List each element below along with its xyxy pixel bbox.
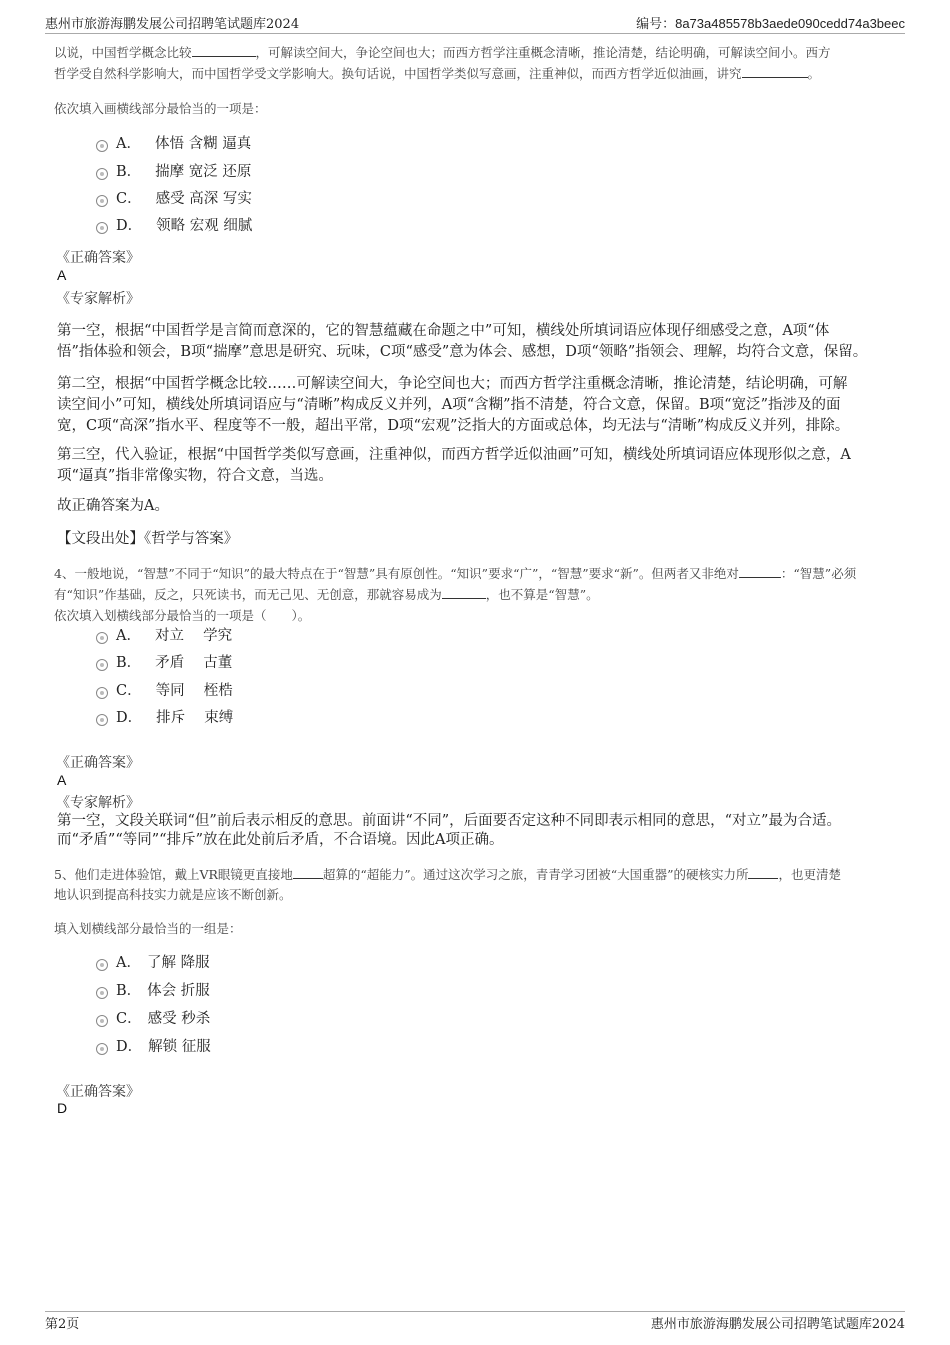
q4-instruction: 依次填入划横线部分最恰当的一项是（ ）。: [54, 608, 311, 623]
q3-option-b[interactable]: [96, 162, 251, 182]
q4-stem-text: ，也不算是“智慧”。: [485, 587, 599, 602]
q4-analysis-line: 第一空，文段关联词“但”前后表示相反的意思。前面讲“不同”，后面要否定这种不同即表示相同的意思，“对立”最为合适。: [57, 813, 841, 829]
q3-option-a[interactable]: [96, 134, 251, 154]
radio-icon[interactable]: [96, 987, 108, 999]
option-label: A．: [116, 955, 141, 971]
q5-stem-text: 5、他们走进体验馆，戴上VR眼镜更直接地: [54, 867, 293, 882]
q3-option-d[interactable]: [96, 216, 252, 236]
q3-analysis-line: 第二空，根据“中国哲学概念比较……可解读空间大，争论空间也大；而西方哲学注重概念清晰，推论清楚，结论明确，可解: [57, 376, 848, 392]
q5-stem-line1: [54, 864, 841, 885]
option-text: 对立 学究: [154, 628, 233, 644]
header-divider: [45, 33, 905, 34]
q3-answer: A: [57, 267, 67, 283]
document-code: [636, 13, 905, 32]
option-text: 揣摩 宽泛 还原: [155, 164, 252, 180]
option-text: 体悟 含糊 逼真: [154, 136, 252, 152]
q5-answer-heading: 《正确答案》: [56, 1084, 140, 1100]
q5-stem-text: ，也更清楚: [778, 867, 841, 882]
q3-instruction: 依次填入画横线部分最恰当的一项是：: [54, 101, 267, 116]
q3-conclusion: 故正确答案为A。: [57, 498, 169, 514]
q4-stem-text: 4、一般地说，“智慧”不同于“知识”的最大特点在于“智慧”具有原创性。“知识”要求“广”，“智慧”要求“新”。但两者又非绝对: [54, 566, 739, 581]
radio-icon[interactable]: [96, 195, 108, 207]
q4-answer: A: [57, 772, 67, 788]
document-code-value: 8a73a485578b3aede090cedd74a3beec: [675, 16, 905, 31]
q5-stem-line2: 地认识到提高科技实力就是应该不断创新。: [54, 887, 292, 902]
q5-answer: D: [57, 1100, 68, 1116]
option-label: D．: [116, 710, 143, 726]
q3-stem-line2: [54, 63, 820, 84]
q5-blank-1: [293, 877, 323, 879]
radio-icon[interactable]: [96, 659, 108, 671]
q4-blank-1: [739, 576, 781, 578]
option-label: B．: [116, 164, 142, 180]
option-label: A．: [116, 628, 141, 644]
q4-option-c[interactable]: [96, 681, 233, 701]
option-text: 矛盾 古董: [155, 655, 233, 671]
q4-stem-text: ：“智慧”必须: [780, 566, 857, 581]
q4-stem-text: 有“知识”作基础，反之，只死读书，而无己见、无创意，那就容易成为: [54, 587, 442, 602]
q3-source: 【文段出处】《哲学与答案》: [57, 531, 239, 547]
radio-icon[interactable]: [96, 1043, 108, 1055]
q3-analysis-line: 第一空，根据“中国哲学是言简而意深的，它的智慧蕴藏在命题之中”可知，横线处所填词语应体现仔细感受之意，A项“体: [57, 323, 830, 339]
radio-icon[interactable]: [96, 1015, 108, 1027]
q4-option-d[interactable]: [96, 708, 233, 728]
option-label: C．: [116, 191, 142, 207]
radio-icon[interactable]: [96, 140, 108, 152]
q3-analysis-line: 项“逼真”指非常像实物，符合文意，当选。: [57, 468, 333, 484]
q4-analysis-heading: 《专家解析》: [56, 795, 140, 811]
option-label: D．: [116, 218, 143, 234]
q3-analysis-line: 宽，C项“高深”指水平、程度等不一般，超出平常，D项“宏观”泛指大的方面或总体，均无法与“清晰”构成反义并列，排除。: [57, 418, 850, 434]
q3-analysis-heading: 《专家解析》: [56, 291, 140, 307]
q4-option-a[interactable]: [96, 626, 232, 646]
q4-option-b[interactable]: [96, 653, 232, 673]
option-text: 解锁 征服: [148, 1039, 211, 1055]
option-label: C．: [116, 1011, 142, 1027]
q4-analysis-line: 而“矛盾”“等同”“排斥”放在此处前后矛盾，不合语境。因此A项正确。: [57, 832, 504, 848]
q3-stem-text: 以说，中国哲学概念比较: [54, 45, 192, 60]
radio-icon[interactable]: [96, 714, 108, 726]
q3-analysis-line: 悟”指体验和领会，B项“揣摩”意思是研究、玩味，C项“感受”意为体会、感想，D项“领略”指领会、理解，均符合文意，保留。: [57, 344, 868, 360]
option-label: D．: [116, 1039, 143, 1055]
option-label: C．: [116, 683, 142, 699]
document-code-label: 编号：: [636, 17, 676, 32]
radio-icon[interactable]: [96, 687, 108, 699]
q4-blank-2: [442, 597, 486, 599]
q5-option-a[interactable]: [96, 953, 210, 973]
footer-divider: [45, 1311, 905, 1312]
q3-stem-text: 。: [807, 66, 821, 81]
radio-icon[interactable]: [96, 959, 108, 971]
option-text: 领略 宏观 细腻: [156, 218, 253, 234]
option-text: 了解 降服: [146, 955, 210, 971]
q5-option-b[interactable]: [96, 981, 210, 1001]
footer-title: 惠州市旅游海鹏发展公司招聘笔试题库2024: [650, 1317, 905, 1332]
q5-instruction: 填入划横线部分最恰当的一组是：: [54, 921, 242, 936]
page-number: 第2页: [45, 1317, 80, 1332]
q4-answer-heading: 《正确答案》: [56, 755, 140, 771]
header-title: 惠州市旅游海鹏发展公司招聘笔试题库2024: [45, 17, 300, 32]
q3-answer-heading: 《正确答案》: [56, 250, 140, 266]
radio-icon[interactable]: [96, 222, 108, 234]
option-text: 体会 折服: [147, 983, 210, 999]
radio-icon[interactable]: [96, 168, 108, 180]
q4-stem-line2: [54, 584, 599, 605]
q3-analysis-line: 第三空，代入验证，根据“中国哲学类似写意画，注重神似，而西方哲学近似油画”可知，横线处所填词语应体现形似之意，A: [57, 447, 851, 463]
option-label: B．: [116, 655, 142, 671]
q3-analysis-line: 读空间小”可知，横线处所填词语应与“清晰”构成反义并列，A项“含糊”指不清楚，符合文意，保留。B项“宽泛”指涉及的面: [57, 397, 841, 413]
q5-option-d[interactable]: [96, 1037, 211, 1057]
q5-blank-2: [748, 877, 778, 879]
q3-stem-text: 哲学受自然科学影响大，而中国哲学受文学影响大。换句话说，中国哲学类似写意画，注重神似，而西方哲学近似油画，讲究: [54, 66, 742, 81]
q3-stem-line1: [54, 42, 831, 63]
q3-stem-text: ，可解读空间大，争论空间也大；而西方哲学注重概念清晰，推论清楚，结论明确，可解读空间小。西方: [255, 45, 831, 60]
q5-option-c[interactable]: [96, 1009, 210, 1029]
q3-blank-3: [742, 76, 808, 78]
option-text: 感受 高深 写实: [155, 191, 252, 207]
radio-icon[interactable]: [96, 632, 108, 644]
option-label: A．: [116, 136, 141, 152]
option-text: 等同 桎梏: [155, 683, 233, 699]
q4-stem-line1: [54, 563, 856, 584]
q5-stem-text: 超算的“超能力”。通过这次学习之旅，青青学习团被“大国重器”的硬核实力所: [322, 867, 749, 882]
option-text: 排斥 束缚: [156, 710, 234, 726]
option-label: B．: [116, 983, 142, 999]
q3-blank-1: [192, 55, 256, 57]
option-text: 感受 秒杀: [147, 1011, 211, 1027]
q3-option-c[interactable]: [96, 189, 252, 209]
